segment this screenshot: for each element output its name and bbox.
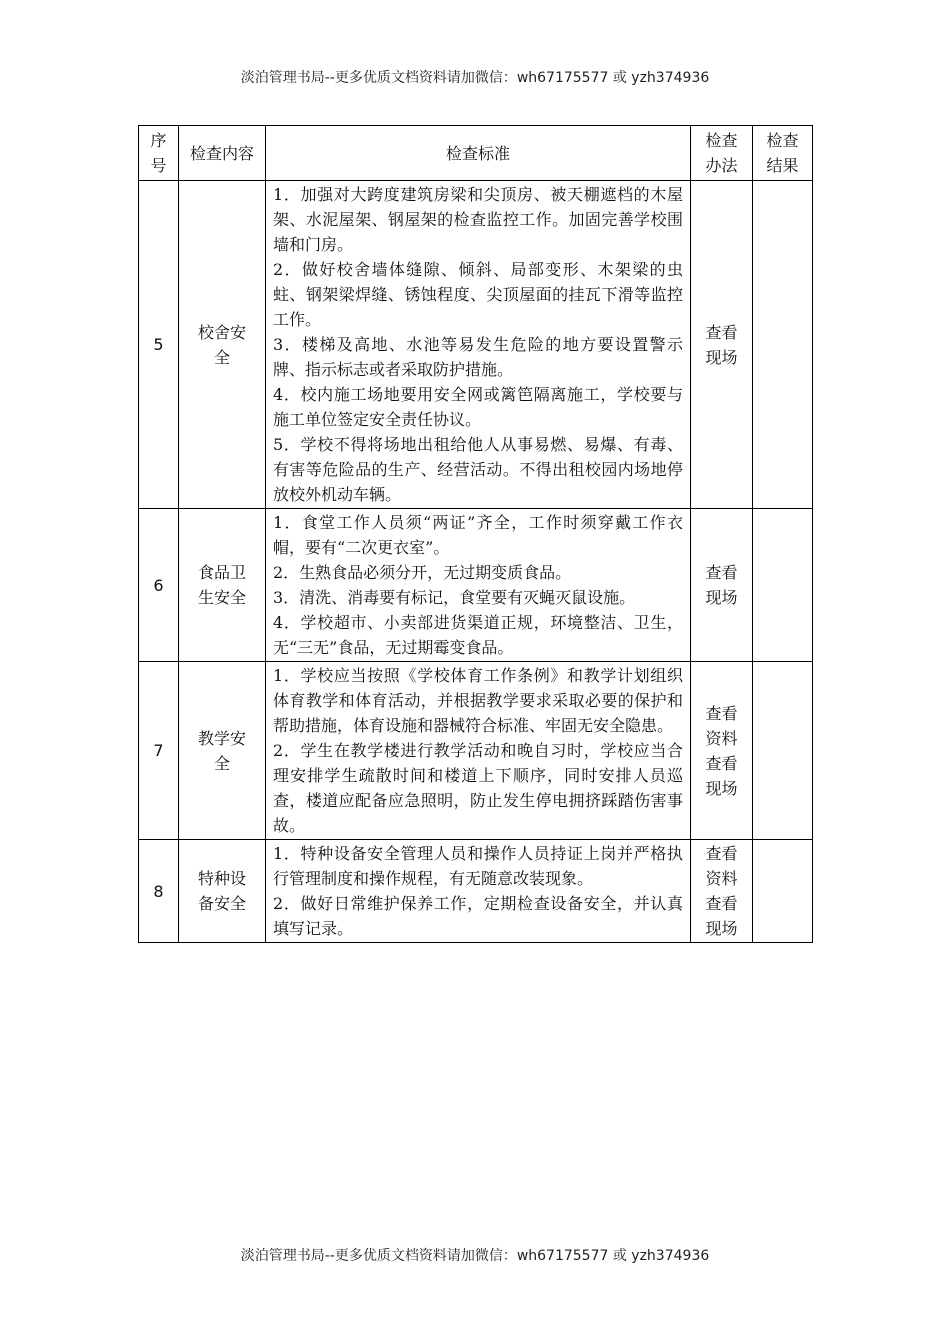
- table-row: [139, 840, 813, 943]
- standard-line: 1．食堂工作人员须“两证”齐全，工作时须穿戴工作衣帽，要有“二次更衣室”。: [273, 513, 683, 557]
- standard-line: 1．学校应当按照《学校体育工作条例》和教学计划组织体育教学和体育活动，并根据教学要求采取必要的保护和帮助措施，体育设施和器械符合标准、牢固无安全隐患。: [273, 666, 683, 735]
- row-result: [753, 662, 813, 840]
- row-item: 校舍安全: [179, 181, 266, 509]
- row-number: 7: [139, 662, 179, 840]
- row-standards: [266, 662, 691, 840]
- table-row: [139, 509, 813, 662]
- page-footer: 淡泊管理书局--更多优质文档资料请加微信：wh67175577 或 yzh374936: [240, 1248, 710, 1264]
- standard-line: 2．做好日常维护保养工作，定期检查设备安全，并认真填写记录。: [273, 894, 683, 938]
- row-method: 查看资料查看现场: [691, 840, 753, 943]
- standard-line: 1．加强对大跨度建筑房梁和尖顶房、被天棚遮档的木屋架、水泥屋架、钢屋架的检查监控工作。加固完善学校围墙和门房。: [273, 185, 683, 254]
- col-header-standard: 检查标准: [266, 126, 691, 181]
- row-number: 8: [139, 840, 179, 943]
- row-item: 特种设备安全: [179, 840, 266, 943]
- standard-line: 3．清洗、消毒要有标记，食堂要有灭蝇灭鼠设施。: [273, 588, 636, 607]
- row-standards: [266, 181, 691, 509]
- row-result: [753, 509, 813, 662]
- standard-line: 2．生熟食品必须分开，无过期变质食品。: [273, 563, 572, 582]
- row-result: [753, 181, 813, 509]
- col-header-item: 检查内容: [179, 126, 266, 181]
- standard-line: 4．学校超市、小卖部进货渠道正规，环境整洁、卫生，无“三无”食品，无过期霉变食品。: [273, 613, 683, 657]
- standard-line: 2．做好校舍墙体缝隙、倾斜、局部变形、木架梁的虫蛀、钢架梁焊缝、锈蚀程度、尖顶屋面的挂瓦下滑等监控工作。: [273, 260, 683, 329]
- row-standards: [266, 840, 691, 943]
- standard-line: 5．学校不得将场地出租给他人从事易燃、易爆、有毒、有害等危险品的生产、经营活动。不得出租校园内场地停放校外机动车辆。: [273, 435, 683, 504]
- row-method: 查看现场: [691, 181, 753, 509]
- table-row: [139, 181, 813, 509]
- standard-line: 2．学生在教学楼进行教学活动和晚自习时，学校应当合理安排学生疏散时间和楼道上下顺序，同时安排人员巡查，楼道应配备应急照明，防止发生停电拥挤踩踏伤害事故。: [273, 741, 683, 835]
- col-header-result: 检查结果: [753, 126, 813, 181]
- page-header: 淡泊管理书局--更多优质文档资料请加微信：wh67175577 或 yzh374936: [240, 70, 710, 86]
- inspection-table: [138, 125, 813, 943]
- standard-line: 1．特种设备安全管理人员和操作人员持证上岗并严格执行管理制度和操作规程，有无随意改装现象。: [273, 844, 683, 888]
- col-header-no: 序号: [139, 126, 179, 181]
- col-header-method: 检查办法: [691, 126, 753, 181]
- row-method: 查看资料查看现场: [691, 662, 753, 840]
- table-row: [139, 662, 813, 840]
- row-number: 5: [139, 181, 179, 509]
- standard-line: 4．校内施工场地要用安全网或篱笆隔离施工，学校要与施工单位签定安全责任协议。: [273, 385, 683, 429]
- table-header-row: [139, 126, 813, 181]
- standard-line: 3．楼梯及高地、水池等易发生危险的地方要设置警示牌、指示标志或者采取防护措施。: [273, 335, 683, 379]
- row-item: 教学安全: [179, 662, 266, 840]
- row-method: 查看现场: [691, 509, 753, 662]
- row-number: 6: [139, 509, 179, 662]
- row-result: [753, 840, 813, 943]
- row-standards: [266, 509, 691, 662]
- row-item: 食品卫生安全: [179, 509, 266, 662]
